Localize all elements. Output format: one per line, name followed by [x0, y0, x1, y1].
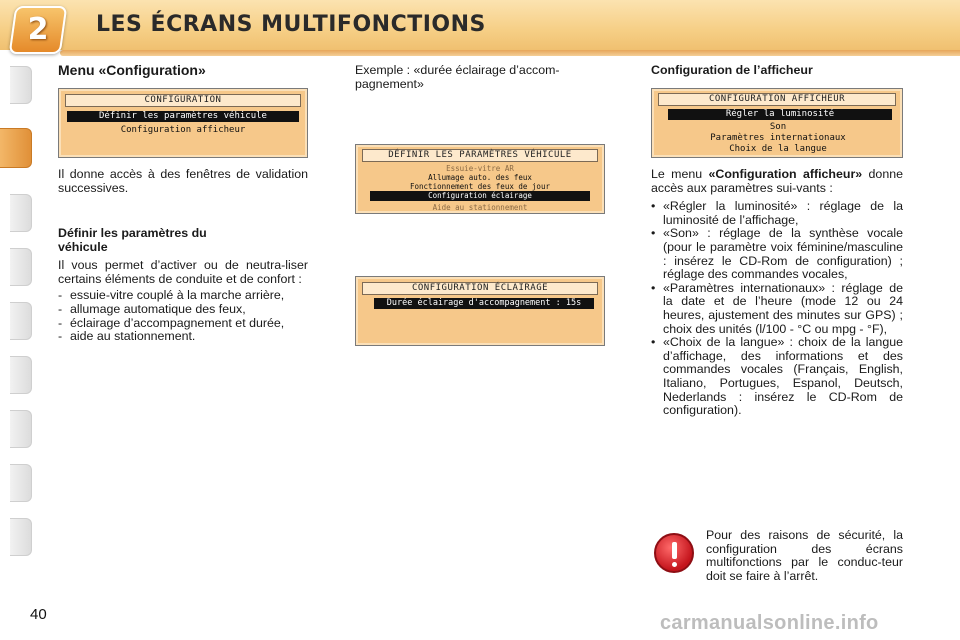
screen-row-selected: Régler la luminosité [668, 109, 892, 120]
list-marker: - [58, 315, 63, 330]
list-item: - éclairage d’accompagnement et durée, [58, 315, 285, 330]
watermark: carmanualsonline.info [660, 612, 879, 634]
header-rule [60, 50, 960, 56]
list-marker: - [58, 301, 63, 316]
screen-row: Allumage auto. des feux [428, 173, 532, 182]
screen-row: Configuration afficheur [120, 125, 246, 135]
list-item: • «Paramètres internationaux» : réglage de la date et de l’heure (mode 12 ou 24 heures, ajustement des minutes sur GPS) ; choix des unités (l/100 - °C ou mpg - °F), [651, 280, 903, 336]
list-item: • «Choix de la langue» : choix de la langue d’affichage, des informations et des commandes vocales (Français, English, Italiano, Portugues, Espanol, Deutsch, Nederlands : insérez le CD-Rom de configuration). [651, 335, 903, 418]
chapter-tab[interactable] [10, 464, 32, 502]
screen-row: Aide au stationnement [432, 203, 528, 212]
screen-row-selected: Configuration éclairage [370, 191, 590, 201]
screen-title: CONFIGURATION [65, 94, 301, 107]
screen-title: DÉFINIR LES PARAMÈTRES VÉHICULE [362, 149, 598, 162]
right-column [651, 64, 903, 78]
chapter-tab-active[interactable] [0, 128, 32, 168]
warning-text: Pour des raisons de sécurité, la configuration des écrans multifonctions par le conduc-teur doit se faire à l’arrêt. [706, 528, 903, 583]
right-body [651, 168, 903, 418]
list-marker: - [58, 329, 63, 344]
list-item: • «Son» : réglage de la synthèse vocale (pour le paramètre voix féminine/masculine : insérez le CD-Rom de configuration) ; réglage des commandes vocales, [651, 226, 903, 282]
body-text: Il vous permet d’activer ou de neutra-liser certains éléments de conduite et de confort : [58, 258, 308, 286]
chapter-tab[interactable] [10, 248, 32, 286]
page-header [0, 0, 960, 58]
chapter-tab[interactable] [10, 410, 32, 448]
screen-row: Son [769, 122, 787, 132]
list-marker: • [651, 280, 656, 295]
feature-list [58, 289, 308, 343]
intro-text: Le menu «Configuration afficheur» donne accès aux paramètres sui-vants : [651, 167, 903, 195]
screen-row: Paramètres internationaux [710, 133, 846, 143]
safety-warning [706, 529, 903, 583]
list-marker: • [651, 199, 656, 214]
section-heading: Configuration de l’afficheur [651, 63, 813, 77]
example-caption: Exemple : «durée éclairage d’accom-pagnement» [355, 63, 560, 91]
screen-row-selected: Durée éclairage d'accompagnement : 15s [374, 298, 594, 309]
screen-row-selected: Définir les paramètres véhicule [67, 111, 299, 122]
screen-title: CONFIGURATION AFFICHEUR [658, 93, 896, 106]
chapter-tab[interactable] [10, 518, 32, 556]
screen-vehicle-params [355, 144, 605, 214]
screen-row: Fonctionnement des feux de jour [410, 182, 550, 191]
intro-text: Il donne accès à des fenêtres de validation successives. [58, 167, 308, 195]
list-item: • «Régler la luminosité» : réglage de la luminosité de l’affichage, [651, 199, 903, 227]
subsection-heading: Définir les paramètres du véhicule [58, 226, 207, 254]
screen-row: Choix de la langue [729, 144, 827, 154]
screen-lighting [355, 276, 605, 346]
chapter-tab[interactable] [10, 66, 32, 104]
list-item: - aide au stationnement. [58, 329, 196, 344]
screen-display-config [651, 88, 903, 158]
list-marker: - [58, 288, 63, 303]
list-item: - allumage automatique des feux, [58, 301, 246, 316]
display-settings-list [651, 200, 903, 418]
list-marker: • [651, 226, 656, 241]
middle-column [355, 64, 607, 91]
chapter-number: 2 [27, 12, 49, 47]
screen-title: CONFIGURATION ÉCLAIRAGE [362, 282, 598, 295]
list-item: - essuie-vitre couplé à la marche arrière, [58, 288, 285, 303]
exclamation-icon [654, 533, 694, 573]
chapter-tabs [0, 66, 34, 578]
page-title: LES ÉCRANS MULTIFONCTIONS [96, 12, 486, 37]
left-intro [58, 168, 308, 195]
section-heading: Menu «Configuration» [58, 62, 206, 78]
left-section [58, 227, 308, 344]
chapter-tab[interactable] [10, 356, 32, 394]
left-column [58, 64, 310, 78]
chapter-tab[interactable] [10, 302, 32, 340]
list-marker: • [651, 335, 656, 350]
chapter-tab[interactable] [10, 194, 32, 232]
screen-configuration [58, 88, 308, 158]
page-number: 40 [30, 606, 47, 623]
screen-row: Essuie-vitre AR [446, 164, 514, 173]
